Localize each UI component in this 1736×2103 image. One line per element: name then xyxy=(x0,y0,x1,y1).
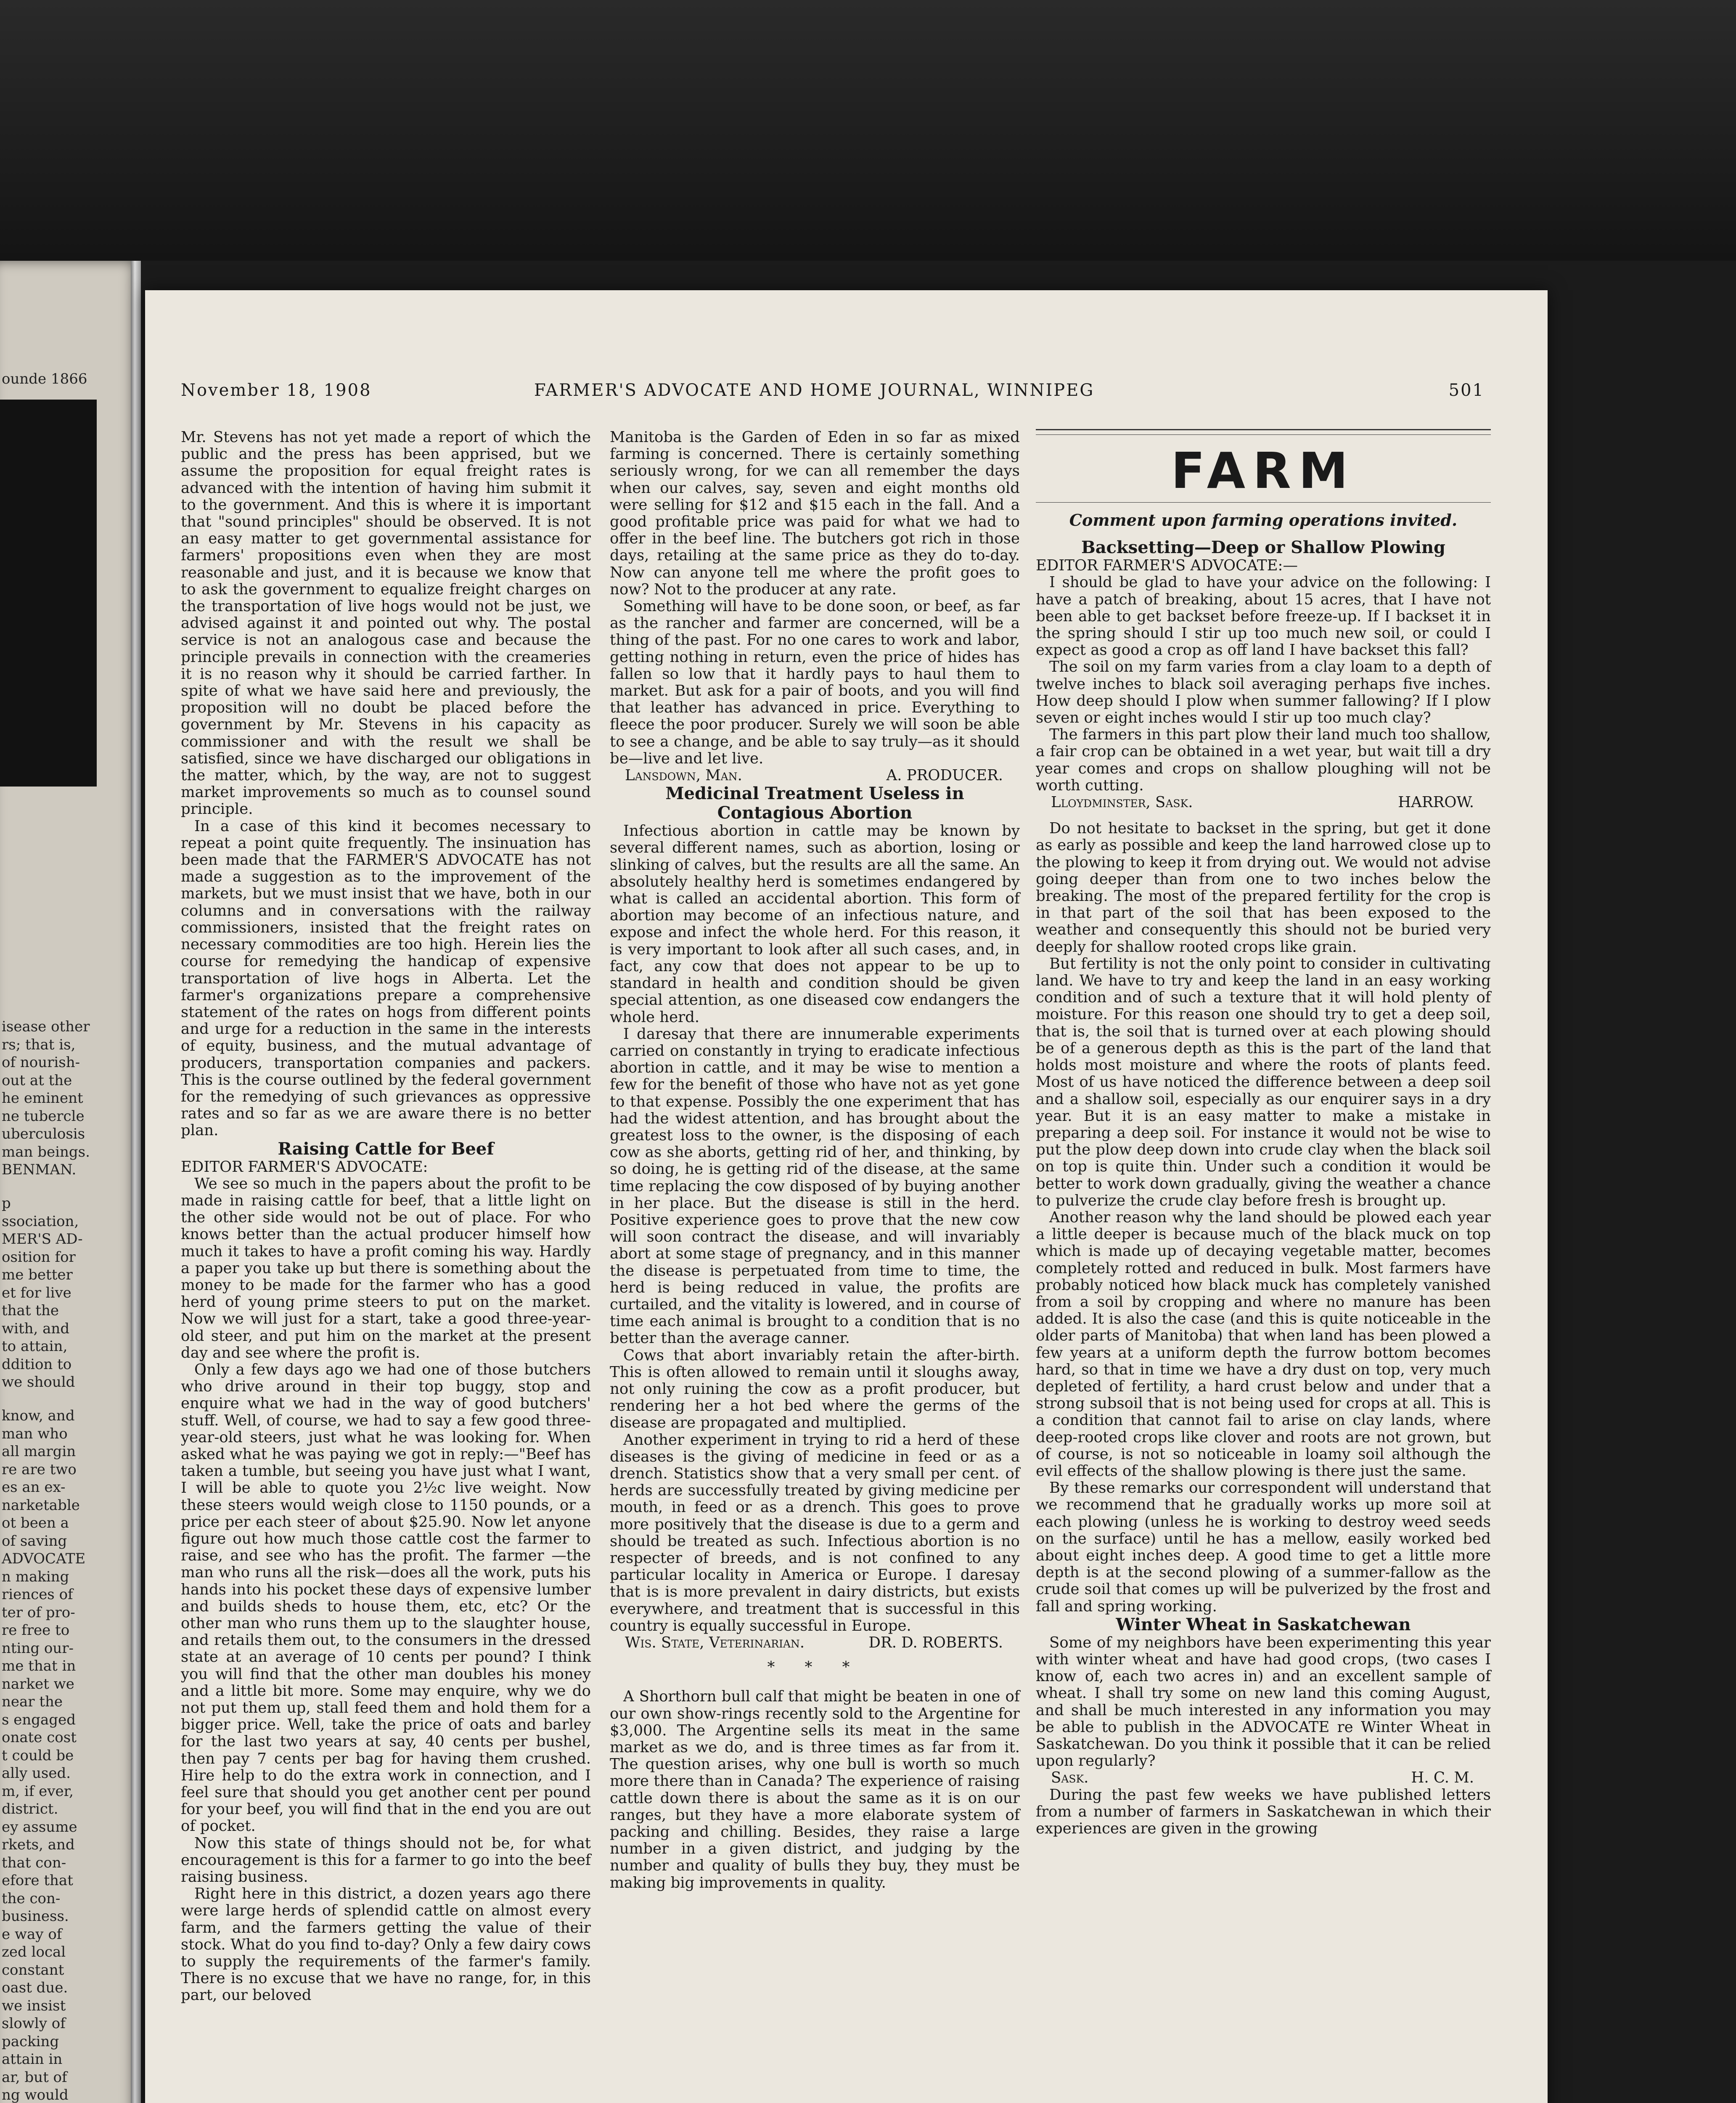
page-number: 501 xyxy=(1448,381,1485,400)
left-text-fragment: constant xyxy=(2,1961,64,1979)
article-heading: Medicinal Treatment Useless in Contagious Abortion xyxy=(665,784,964,823)
left-text-fragment: we should xyxy=(2,1374,75,1391)
paragraph: Something will have to be done soon, or beef, as far as the rancher and farmer are concerned, will be a thing of the past. For no one cares to work and labor, getting nothing in return, even the price of hides has fallen so low that it hardly pays to haul them to market. But ask for a pair of boots, and you will find that leather has advanced in price. Everything to fleece the poor producer. Surely we will soon be able to see a change, and be able to say truly—as it should be—live and let live. xyxy=(610,598,1020,767)
signature xyxy=(610,1634,1020,1651)
article-heading: Winter Wheat in Saskatchewan xyxy=(1116,1614,1411,1634)
left-text-fragment: that the xyxy=(2,1302,59,1319)
section-title: FARM xyxy=(1171,442,1356,500)
left-text-fragment: efore that xyxy=(2,1872,73,1889)
left-text-fragment: e way of xyxy=(2,1926,62,1943)
paragraph: But fertility is not the only point to consider in cultivating land. We have to try and keep the land in an easy working condition and of such a texture that it will hold plenty of moisture. For this reason one should try to get a deep soil, that is, the soil that is turned over at each plowing should be of a generous depth as this is the part of the land that holds most moisture and where the roots of plants feed. Most of us have noticed the difference between a deep soil and a shallow soil, especially as our enquirer says in a dry year. But it is an easy matter to make a mistake in preparing a deep soil. For instance it would not be wise to put the plow deep down into crude clay when the black soil on top is quite thin. Under such a condition it would be better to work down gradually, giving the weather a chance to pulverize the crude clay before fresh is brought up. xyxy=(1036,955,1491,1209)
signature xyxy=(1036,1769,1491,1786)
paragraph: Cows that abort invariably retain the after-birth. This is often allowed to remain until it sloughs away, not only ruining the cow as a profit producer, but rendering her a hot bed where the germs of the disease are propagated and multiplied. xyxy=(610,1346,1020,1432)
left-text-fragment: re are two xyxy=(2,1461,77,1478)
page-header xyxy=(181,381,1485,406)
left-text-fragment: s engaged xyxy=(2,1711,76,1728)
paragraph: Right here in this district, a dozen years ago there were large herds of splendid cattle on almost every farm, and the farmers getting the value of their stock. What do you find to-day? Only a few dairy cows to supply the requirements of the farmer's family. There is no excuse that we have no range, for, in this part, our beloved xyxy=(181,1885,591,2004)
facing-page-fragment xyxy=(0,261,141,2103)
left-text-fragment: rs; that is, xyxy=(2,1036,76,1053)
left-text-fragment: ne tubercle xyxy=(2,1107,85,1125)
left-text-fragment: ter of pro- xyxy=(2,1604,75,1621)
left-text-fragment: narketable xyxy=(2,1496,80,1514)
page-gutter xyxy=(131,261,141,2103)
paragraph: Now this state of things should not be, for what encouragement is this for a farmer to go into the beef raising business. xyxy=(181,1834,591,1886)
left-text-fragment: narket we xyxy=(2,1675,74,1692)
left-text-fragment: man who xyxy=(2,1425,68,1442)
left-text-fragment: ng would xyxy=(2,2087,69,2103)
paragraph: A Shorthorn bull calf that might be beaten in one of our own show-rings recently sold to the Argentine for $3,000. The Argentine sells its meat in the same market as we do, and is three times as far from it. The question arises, why one bull is worth so much more there than in Canada? The experience of raising cattle down there is about the same as it is on our ranges, but they have a more elaborate system of packing and chilling. Besides, they raise a large number in a given district, and judging by the number and quality of bulls they buy, they must be making big improvements in quality. xyxy=(610,1688,1020,1891)
paragraph: Another experiment in trying to rid a herd of these diseases is the giving of medicine in feed or as a drench. Statistics show that a very small per cent. of herds are successfully treated by giving medicine per mouth, in feed or as a drench. This goes to prove more positively that the disease is due to a germ and should be treated as such. Infectious abortion is no respecter of breeds, and is not confined to any particular locality in America or Europe. I daresay that is is more prevalent in dairy districts, but exists everywhere, and treatment that is successful in this country is equally successful in Europe. xyxy=(610,1431,1020,1634)
left-text-fragment: he eminent xyxy=(2,1090,83,1107)
paragraph: By these remarks our correspondent will understand that we recommend that he gradually works up more soil at each plowing (unless he is working to destroy weed seeds on the surface) until he has a mellow, easily worked bed about eight inches deep. A good time to get a little more depth is at the second plowing of a summer-fallow as the crude soil that comes up will be pulverized by the frost and fall and spring working. xyxy=(1036,1479,1491,1615)
left-text-fragment: m, if ever, xyxy=(2,1783,74,1800)
left-text-fragment: of nourish- xyxy=(2,1054,80,1071)
paragraph: Another reason why the land should be plowed each year a little deeper is because much of the black muck on top which is made up of decaying vegetable matter, becomes completely rotted and reduced in bulk. Most farmers have probably noticed how black muck has completely vanished from a soil by cropping and where no manure has been added. It is also the case (and this is quite noticeable in the older parts of Manitoba) that when land has been plowed a few years at a uniform depth the furrow bottom becomes hard, so that in time we have a dry dust on top, very much depleted of fertility, a hard crust below and under that a strong subsoil that is not being used for crops at all. This is a condition that cannot fail to arise on clay lands, where deep-rooted crops like clover and roots are not grown, but of course, is not so noticeable in loamy soil although the evil effects of the shallow plowing is there just the same. xyxy=(1036,1208,1491,1480)
left-text-fragment: n making xyxy=(2,1568,69,1585)
left-text-fragment: ar, but of xyxy=(2,2069,67,2086)
left-text-fragment: that con- xyxy=(2,1854,66,1871)
left-text-fragment: MER'S AD- xyxy=(2,1231,83,1247)
signature-name: H. C. M. xyxy=(1411,1769,1474,1787)
left-text-fragment: man beings. xyxy=(2,1143,90,1160)
left-photo xyxy=(0,400,97,787)
left-text-fragment: of saving xyxy=(2,1532,67,1549)
divider-rule xyxy=(1036,434,1491,435)
left-text-fragment: we insist xyxy=(2,1997,66,2014)
left-text-fragment: oast due. xyxy=(2,1979,68,1996)
left-text-fragment: ot been a xyxy=(2,1515,69,1531)
paragraph: The soil on my farm varies from a clay loam to a depth of twelve inches to black soil averaging perhaps five inches. How deep should I plow when summer fallowing? If I plow seven or eight inches would I stir up too much clay? xyxy=(1036,658,1491,727)
paragraph: The farmers in this part plow their land much too shallow, a fair crop can be obtained in a wet year, but wait till a dry year comes and crops on shallow ploughing will not be worth cutting. xyxy=(1036,726,1491,794)
paragraph: Manitoba is the Garden of Eden in so far as mixed farming is concerned. There is certainly something seriously wrong, for we can all remember the days when our calves, say, seven and eight months old were selling for $12 and $15 each in the fall. And a good profitable price was paid for what we had to offer in the beef line. The butchers got rich in those days, retailing at the same price as they do to-day. Now can anyone tell me where the profit goes to now? Not to the producer at any rate. xyxy=(610,429,1020,598)
paragraph: We see so much in the papers about the profit to be made in raising cattle for beef, that a little light on the other side would not be out of place. For who knows better than the actual producer himself how much it takes to have a profit coming his way. Hardly a paper you take up but there is something about the money to be made for the farmer who has a good herd of young prime steers to put on the market. Now we will just for a start, take a good three-year-old steer, and put him on the market at the present day and see where the profit is. xyxy=(181,1175,591,1361)
paragraph: During the past few weeks we have published letters from a number of farmers in Saskatchewan in which their experiences are given in the growing xyxy=(1036,1786,1491,1838)
paragraph: Some of my neighbors have been experimenting this year with winter wheat and have had good crops, (two cases I know of, each two acres in) and an excellent sample of wheat. I shall try some on new land this coming August, and shall be much interested in any information you may be able to publish in the ADVOCATE re Winter Wheat in Saskatchewan. Do you think it possible that it can be relied upon regularly? xyxy=(1036,1634,1491,1770)
editor-salutation: EDITOR FARMER'S ADVOCATE: xyxy=(181,1158,428,1176)
left-text-fragment: business. xyxy=(2,1908,69,1925)
left-text-fragment: attain in xyxy=(2,2051,63,2068)
left-text-fragment: all margin xyxy=(2,1443,76,1460)
signature xyxy=(610,767,1020,784)
left-text-fragment: the con- xyxy=(2,1890,61,1907)
section-divider: * * * xyxy=(767,1658,863,1676)
left-text-fragment: rkets, and xyxy=(2,1836,75,1853)
column-2 xyxy=(610,429,1020,1891)
left-text-fragment: riences of xyxy=(2,1586,73,1603)
left-text-fragment: ssociation, xyxy=(2,1213,79,1230)
left-text-fragment: ally used. xyxy=(2,1765,71,1782)
left-text-fragment: me that in xyxy=(2,1658,76,1674)
divider-rule xyxy=(1036,429,1491,430)
paragraph: Do not hesitate to backset in the spring, but get it done as early as possible and keep the land harrowed close up to the plowing to keep it from drying out. We would not advise going deeper than from one to two inches below the breaking. The most of the prepared fertility for the crop is in that part of the soil that has been exposed to the weather and consequently this should not be buried very deeply for shallow rooted crops like grain. xyxy=(1036,820,1491,956)
article-heading: Raising Cattle for Beef xyxy=(278,1139,494,1159)
left-text-fragment: slowly of xyxy=(2,2015,66,2032)
left-text-fragment: me better xyxy=(2,1266,73,1283)
column-1 xyxy=(181,429,591,2004)
left-text-fragment: uberculosis xyxy=(2,1126,85,1142)
left-text-fragment: ddition to xyxy=(2,1356,72,1373)
paragraph: Only a few days ago we had one of those butchers who drive around in their top buggy, stop and enquire what we had in the way of good butchers' stuff. Well, of course, we had to say a few good three-year-old steers, just what he was looking for. When asked what he was paying we got in reply:—"Beef has taken a tumble, but seeing you have just what I want, I will be able to quote you 2½c live weight. Now these steers would weigh close to 1150 pounds, or a price per each steer of about $25.90. Now let anyone figure out how much those cattle cost the farmer to raise, and see who has the profit. The farmer —the man who runs all the risk—does all the work, puts his hands into his pocket these days of expensive lumber and builds sheds to house them, etc, etc? Or the other man who runs them up to the slaughter house, and retails them out, to the consumers in the dressed state at an average of 10 cents per pound? I think you will find that the other man doubles his money and a little bit more. Some may enquire, why we do not put them up, stall feed them and hold them for a bigger price. Well, take the price of oats and barley for the last two years at say, 40 cents per bushel, then pay 7 cents per bag for having them crushed. Hire help to do the extra work in connection, and I feel sure that should you get another cent per pound for your beef, you will find that in the end you are out of pocket. xyxy=(181,1361,591,1835)
signature xyxy=(1036,794,1491,811)
left-text-fragment: ADVOCATE xyxy=(2,1550,86,1567)
left-text-fragment: p xyxy=(2,1195,11,1212)
left-text-fragment: zed local xyxy=(2,1944,66,1960)
divider-rule xyxy=(1036,502,1491,503)
signature-name: A. PRODUCER. xyxy=(886,767,1003,784)
scan-background xyxy=(0,0,1736,261)
paragraph: I daresay that there are innumerable experiments carried on constantly in trying to eradicate infectious abortion in cattle, and it may be wise to mention a few for the benefit of those who have not as yet gone to that expense. Possibly the one experiment that has had the widest attention, and has brought about the greatest loss to the owner, is the disposing of each cow as she aborts, getting rid of her, and thinking, by so doing, he is getting rid of the disease, at the same time replacing the cow disposed of by buying another in her place. But the disease is still in the herd. Positive experience goes to prove that the new cow will soon contract the disease, and will invariably abort at some stage of pregnancy, and in this manner the disease is perpetuated from time to time, the herd is being reduced in value, the profits are curtailed, and the vitality is lowered, and in course of time each animal is brought to a condition that is no better than the average canner. xyxy=(610,1025,1020,1347)
left-text-fragment: et for live xyxy=(2,1284,71,1301)
paragraph: Infectious abortion in cattle may be known by several different names, such as abortion, losing or slinking of calves, but the results are all the same. An absolutely healthy herd is sometimes endangered by what is called an accidental abortion. This form of abortion may become of an infectious nature, and expose and infect the whole herd. For this reason, it is very important to look after all such cases, and, in fact, any cow that does not appear to be up to standard in health and condition should be given special attention, as one diseased cow endangers the whole herd. xyxy=(610,822,1020,1026)
paragraph: Mr. Stevens has not yet made a report of which the public and the press has been apprised, but we assume the proposition for equal freight rates is advanced with the intention of having him submit it to the government. And this is where it is important that "sound principles" should be observed. It is not an easy matter to get governmental assistance for farmers' propositions even when they are most reasonable and just, and it is because we know that to ask the government to equalize freight charges on the transportation of live hogs would not be just, we advised against it and pointed out why. The postal service is not an analogous case and because the principle prevails in connection with the creameries it is no reason why it should be carried farther. In spite of what we have said here and previously, the proposition will no doubt be placed before the government by Mr. Stevens in his capacity as commissioner and with the result we shall be satisfied, since we have discharged our obligations in the matter, which, by the way, are not to suggest market improvements so much as to counsel sound principle. xyxy=(181,429,591,818)
article-heading: Backsetting—Deep or Shallow Plowing xyxy=(1081,538,1446,558)
left-text-fragment: re free to xyxy=(2,1622,70,1639)
paragraph: In a case of this kind it becomes necessary to repeat a point quite frequently. The insinuation has been made that the FARMER'S ADVOCATE has not made a suggestion as to the improvement of the markets, but we must insist that we have, both in our columns and in conversations with the railway commissioners, insisted that the freight rates on necessary commodities are too high. Herein lies the course for remedying the handicap of expensive transportation of live hogs in Alberta. Let the farmer's organizations prepare a comprehensive statement of the rates on hogs from different points and urge for a reduction in the same in the interests of equity, business, and the mutual advantage of producers, transportation companies and packers. This is the course outlined by the federal government for the remedying of such grievances as oppressive rates and so far as we are aware there is no better plan. xyxy=(181,817,591,1139)
left-text-fragment: district. xyxy=(2,1801,58,1817)
signature-place: Sask. xyxy=(1051,1769,1089,1787)
paragraph: I should be glad to have your advice on the following: I have a patch of breaking, about 15 acres, that I have not been able to get backset before freeze-up. If I backset it in the spring should I stir up too much new soil, or could I expect as good a crop as off land I have backset this fall? xyxy=(1036,574,1491,659)
left-text-fragment: onate cost xyxy=(2,1729,77,1746)
signature-place: Wis. State, Veterinarian. xyxy=(625,1634,805,1652)
left-text-fragment: nting our- xyxy=(2,1639,74,1657)
editor-salutation: EDITOR FARMER'S ADVOCATE:— xyxy=(1036,557,1298,575)
left-text-fragment: to attain, xyxy=(2,1338,68,1355)
signature-place: Lansdown, Man. xyxy=(625,767,742,784)
left-text-fragment: know, and xyxy=(2,1407,75,1424)
left-text-fragment: near the xyxy=(2,1693,63,1710)
issue-date: November 18, 1908 xyxy=(181,381,372,400)
left-text-fragment: packing xyxy=(2,2033,59,2050)
left-text-fragment: es an ex- xyxy=(2,1479,66,1496)
column-3 xyxy=(1036,429,1491,1837)
left-text-fragment: osition for xyxy=(2,1248,76,1266)
left-text-fragment: out at the xyxy=(2,1072,72,1089)
section-subtitle: Comment upon farming operations invited. xyxy=(1069,511,1458,530)
left-text-fragment: with, and xyxy=(2,1320,70,1337)
left-text-fragment: ey assume xyxy=(2,1818,77,1835)
left-text-fragment: BENMAN. xyxy=(2,1161,77,1178)
newspaper-page xyxy=(145,290,1548,2103)
signature-name: DR. D. ROBERTS. xyxy=(868,1634,1003,1652)
signature-place: Lloydminster, Sask. xyxy=(1051,794,1193,811)
publication-title: FARMER'S ADVOCATE AND HOME JOURNAL, WINNIPEG xyxy=(534,381,1095,400)
signature-name: HARROW. xyxy=(1398,794,1474,811)
left-header-fragment: ounde 1866 xyxy=(2,371,87,387)
left-text-fragment: isease other xyxy=(2,1018,90,1035)
left-text-fragment: t could be xyxy=(2,1747,74,1764)
